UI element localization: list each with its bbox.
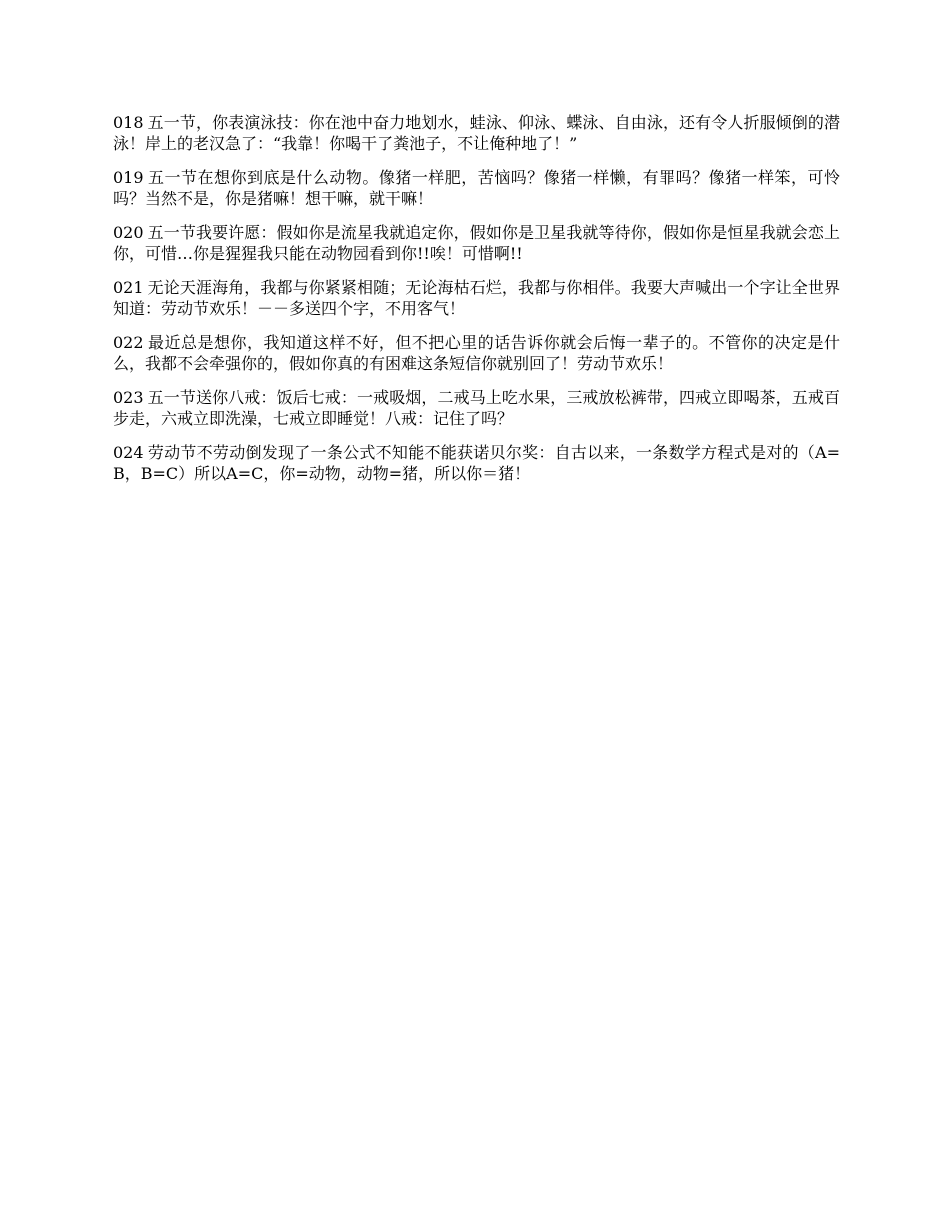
paragraph-text: 最近总是想你，我知道这样不好，但不把心里的话告诉你就会后悔一辈子的。不管你的决定是什么，我都不会牵强你的，假如你真的有困难这条短信你就别回了！劳动节欢乐！ [113, 333, 840, 373]
paragraph-018 [113, 112, 840, 154]
paragraph-text: 五一节在想你到底是什么动物。像猪一样肥，苦恼吗？像猪一样懒，有罪吗？像猪一样笨，可怜吗？当然不是，你是猪嘛！想干嘛，就干嘛！ [113, 168, 840, 208]
paragraph-number: 018 [113, 113, 144, 132]
paragraph-text: 五一节，你表演泳技：你在池中奋力地划水，蛙泳、仰泳、蝶泳、自由泳，还有令人折服倾倒的潜泳！岸上的老汉急了：“我靠！你喝干了粪池子，不让俺种地了！” [113, 113, 840, 153]
paragraph-number: 021 [113, 278, 144, 297]
paragraph-text: 无论天涯海角，我都与你紧紧相随；无论海枯石烂，我都与你相伴。我要大声喊出一个字让全世界知道：劳动节欢乐！－－多送四个字，不用客气！ [113, 278, 840, 318]
paragraph-022 [113, 332, 840, 374]
paragraph-text: 五一节送你八戒：饭后七戒：一戒吸烟，二戒马上吃水果，三戒放松裤带，四戒立即喝茶，五戒百步走，六戒立即洗澡，七戒立即睡觉！八戒：记住了吗？ [113, 388, 840, 428]
paragraph-number: 023 [113, 388, 144, 407]
paragraph-019 [113, 167, 840, 209]
paragraph-023 [113, 387, 840, 429]
paragraph-021 [113, 277, 840, 319]
paragraph-number: 024 [113, 443, 144, 462]
paragraph-text: 劳动节不劳动倒发现了一条公式不知能不能获诺贝尔奖：自古以来，一条数学方程式是对的（A=B，B=C）所以A=C，你=动物，动物=猪，所以你＝猪！ [113, 443, 840, 483]
document-body [113, 112, 840, 497]
paragraph-number: 022 [113, 333, 144, 352]
paragraph-text: 五一节我要许愿：假如你是流星我就追定你，假如你是卫星我就等待你，假如你是恒星我就会恋上你，可惜…你是猩猩我只能在动物园看到你!!唉！可惜啊!! [113, 223, 840, 263]
paragraph-number: 020 [113, 223, 144, 242]
paragraph-number: 019 [113, 168, 144, 187]
paragraph-020 [113, 222, 840, 264]
paragraph-024 [113, 442, 840, 484]
